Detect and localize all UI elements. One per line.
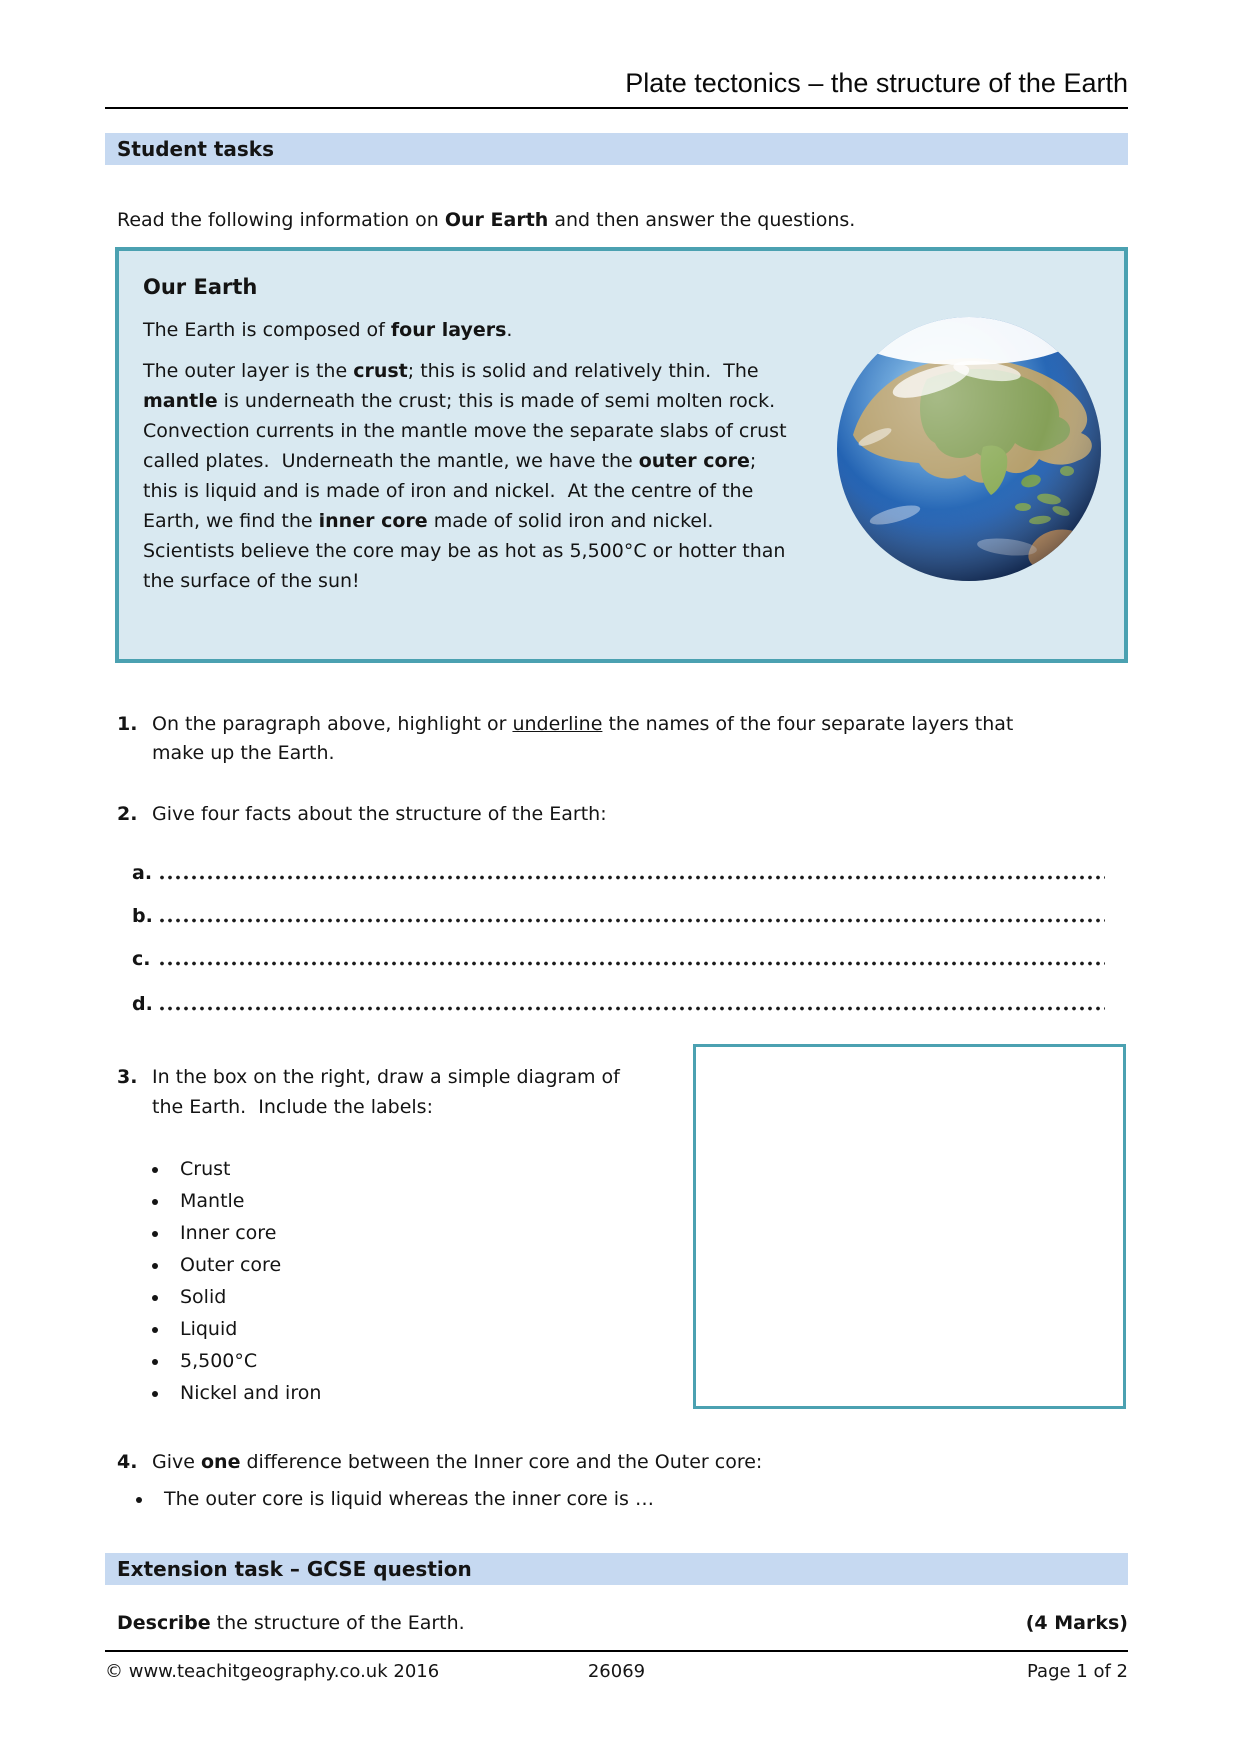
dotted-answer-line	[158, 874, 1105, 881]
answer-label-b: b.	[132, 905, 153, 927]
title-divider	[105, 107, 1128, 109]
question-4-number: 4.	[117, 1451, 138, 1473]
list-item: • Solid	[170, 1281, 321, 1313]
extension-task-row	[117, 1612, 1128, 1634]
question-1-number: 1.	[117, 713, 138, 735]
answer-line-c	[132, 948, 1105, 970]
earth-image	[835, 315, 1103, 583]
question-2-text: Give four facts about the structure of the Earth:	[152, 803, 607, 825]
question-3	[117, 1062, 647, 1122]
extension-task-heading: Extension task – GCSE question	[117, 1557, 472, 1581]
student-tasks-bar	[105, 133, 1128, 165]
answer-line-b	[132, 905, 1105, 927]
question-3-number: 3.	[117, 1066, 138, 1088]
question-2-number: 2.	[117, 803, 138, 825]
answer-line-a	[132, 862, 1105, 884]
question-4	[117, 1448, 1067, 1477]
question-1-text: On the paragraph above, highlight or underline the names of the four separate layers that make up the Earth.	[152, 713, 1020, 764]
page-title: Plate tectonics – the structure of the Earth	[625, 68, 1128, 98]
intro-text: Read the following information on Our Earth and then answer the questions.	[117, 209, 856, 231]
extension-task-bar	[105, 1553, 1128, 1585]
info-box-paragraph-1: The Earth is composed of four layers.	[143, 319, 513, 341]
dotted-answer-line	[158, 960, 1105, 967]
footer	[105, 1661, 1128, 1682]
list-item: • Inner core	[170, 1217, 321, 1249]
dotted-answer-line	[158, 1005, 1105, 1012]
info-box-title: Our Earth	[143, 275, 258, 299]
drawing-box	[693, 1044, 1126, 1409]
list-item: • The outer core is liquid whereas the inner core is …	[154, 1483, 654, 1515]
list-item: • 5,500°C	[170, 1345, 321, 1377]
question-4-answer-list	[134, 1483, 654, 1515]
info-box-paragraph-2: The outer layer is the crust; this is solid and relatively thin. The mantle is underneath the crust; this is made of semi molten rock. Convection currents in the mantle move the separate slabs of crust called plates. Underneath the mantle, we have the outer core; this is liquid and is made of iron and nickel. At the centre of the Earth, we find the inner core made of solid iron and nickel. Scientists believe the core may be as hot as 5,500°C or hotter than the surface of the sun!	[143, 360, 793, 592]
student-tasks-heading: Student tasks	[117, 137, 275, 161]
footer-doc-id: 26069	[587, 1661, 646, 1682]
answer-label-d: d.	[132, 993, 153, 1015]
question-4-text: Give one difference between the Inner core and the Outer core:	[152, 1451, 763, 1473]
our-earth-info-box	[115, 247, 1128, 663]
list-item: • Nickel and iron	[170, 1377, 321, 1409]
list-item: • Liquid	[170, 1313, 321, 1345]
footer-divider	[105, 1650, 1128, 1652]
answer-label-c: c.	[132, 948, 151, 970]
footer-copyright: © www.teachitgeography.co.uk 2016	[105, 1661, 440, 1682]
list-item: • Mantle	[170, 1185, 321, 1217]
answer-label-a: a.	[132, 862, 153, 884]
footer-page-number: Page 1 of 2	[1027, 1661, 1128, 1682]
question-2	[117, 800, 1067, 829]
extension-task-text: Describe the structure of the Earth.	[117, 1612, 465, 1634]
marks-label: (4 Marks)	[1025, 1612, 1128, 1634]
question-3-label-list	[150, 1153, 321, 1409]
question-3-text: In the box on the right, draw a simple diagram of the Earth. Include the labels:	[152, 1066, 626, 1118]
question-1	[117, 710, 1067, 768]
dotted-answer-line	[158, 917, 1105, 924]
answer-line-d	[132, 993, 1105, 1015]
list-item: • Crust	[170, 1153, 321, 1185]
list-item: • Outer core	[170, 1249, 321, 1281]
